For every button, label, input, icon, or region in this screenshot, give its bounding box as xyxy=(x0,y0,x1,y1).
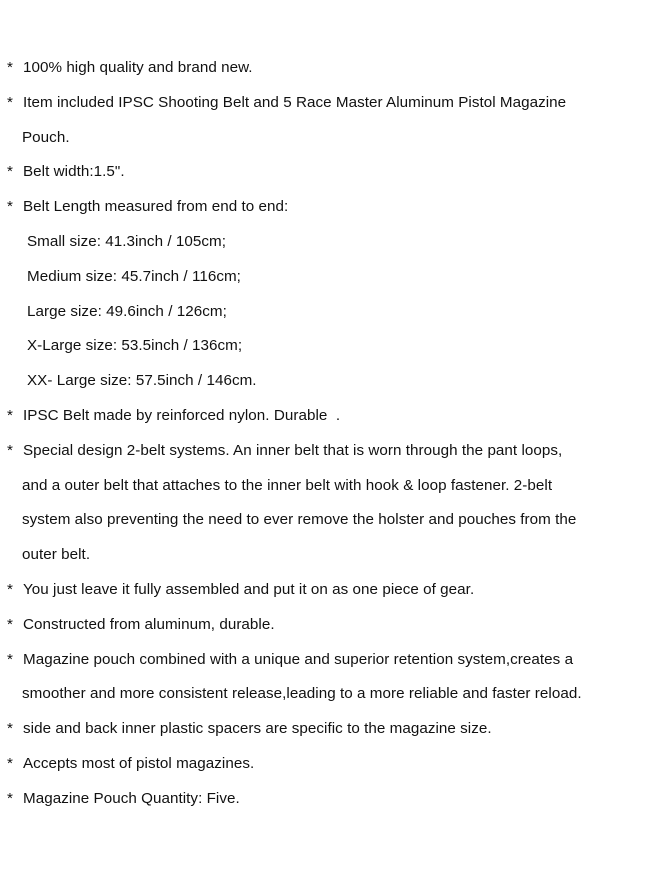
list-item-continuation xyxy=(0,503,650,538)
item-text: Magazine pouch combined with a unique and superior retention system,creates a xyxy=(23,650,574,668)
list-item xyxy=(0,608,650,643)
item-text: system also preventing the need to ever remove the holster and pouches from the xyxy=(22,511,577,529)
size-line xyxy=(0,364,650,399)
bullet-asterisk: * xyxy=(7,406,13,424)
bullet-asterisk: * xyxy=(7,580,13,598)
bullet-asterisk: * xyxy=(7,93,13,111)
item-text: Belt width:1.5". xyxy=(23,163,125,181)
list-item xyxy=(0,573,650,608)
bullet-asterisk: * xyxy=(7,59,13,76)
item-text: Magazine Pouch Quantity: Five. xyxy=(23,789,240,807)
bullet-asterisk: * xyxy=(7,163,13,181)
size-text: X-Large size: 53.5inch / 136cm; xyxy=(27,337,243,355)
item-text: side and back inner plastic spacers are specific to the magazine size. xyxy=(23,720,492,738)
list-item xyxy=(0,399,650,434)
size-text: Large size: 49.6inch / 126cm; xyxy=(27,302,227,320)
size-line xyxy=(0,260,650,295)
bullet-asterisk: * xyxy=(7,198,13,216)
size-text: XX- Large size: 57.5inch / 146cm. xyxy=(27,372,257,390)
size-line xyxy=(0,225,650,260)
list-item-continuation xyxy=(0,469,650,504)
bullet-asterisk: * xyxy=(7,789,13,807)
item-text: Constructed from aluminum, durable. xyxy=(23,615,275,633)
list-item-continuation xyxy=(0,677,650,712)
feature-list xyxy=(0,51,650,817)
list-item xyxy=(0,712,650,747)
list-item xyxy=(0,190,650,225)
list-item xyxy=(0,434,650,469)
size-line xyxy=(0,329,650,364)
item-text: Item included IPSC Shooting Belt and 5 Race Master Aluminum Pistol Magazine xyxy=(23,93,567,111)
item-text: Belt Length measured from end to end: xyxy=(23,198,289,216)
list-item xyxy=(0,155,650,190)
list-item xyxy=(0,643,650,678)
bullet-asterisk: * xyxy=(7,720,13,738)
item-text: IPSC Belt made by reinforced nylon. Durable . xyxy=(23,406,341,424)
item-text: You just leave it fully assembled and put it on as one piece of gear. xyxy=(23,580,475,598)
size-text: Medium size: 45.7inch / 116cm; xyxy=(27,267,241,285)
list-item-continuation xyxy=(0,121,650,156)
size-line xyxy=(0,295,650,330)
item-text: outer belt. xyxy=(22,546,91,564)
list-item xyxy=(0,747,650,782)
size-text: Small size: 41.3inch / 105cm; xyxy=(27,232,226,250)
bullet-asterisk: * xyxy=(7,615,13,633)
item-text: smoother and more consistent release,leading to a more reliable and faster reload. xyxy=(22,685,582,703)
item-text: Special design 2-belt systems. An inner belt that is worn through the pant loops, xyxy=(23,441,563,459)
list-item xyxy=(0,782,650,817)
item-text: 100% high quality and brand new. xyxy=(23,59,253,76)
bullet-asterisk: * xyxy=(7,650,13,668)
bullet-asterisk: * xyxy=(7,754,13,772)
item-text: Pouch. xyxy=(22,128,70,146)
list-item xyxy=(0,51,650,86)
item-text: Accepts most of pistol magazines. xyxy=(23,754,255,772)
bullet-asterisk: * xyxy=(7,441,13,459)
list-item-continuation xyxy=(0,538,650,573)
item-text: and a outer belt that attaches to the inner belt with hook & loop fastener. 2-belt xyxy=(22,476,553,494)
list-item xyxy=(0,86,650,121)
